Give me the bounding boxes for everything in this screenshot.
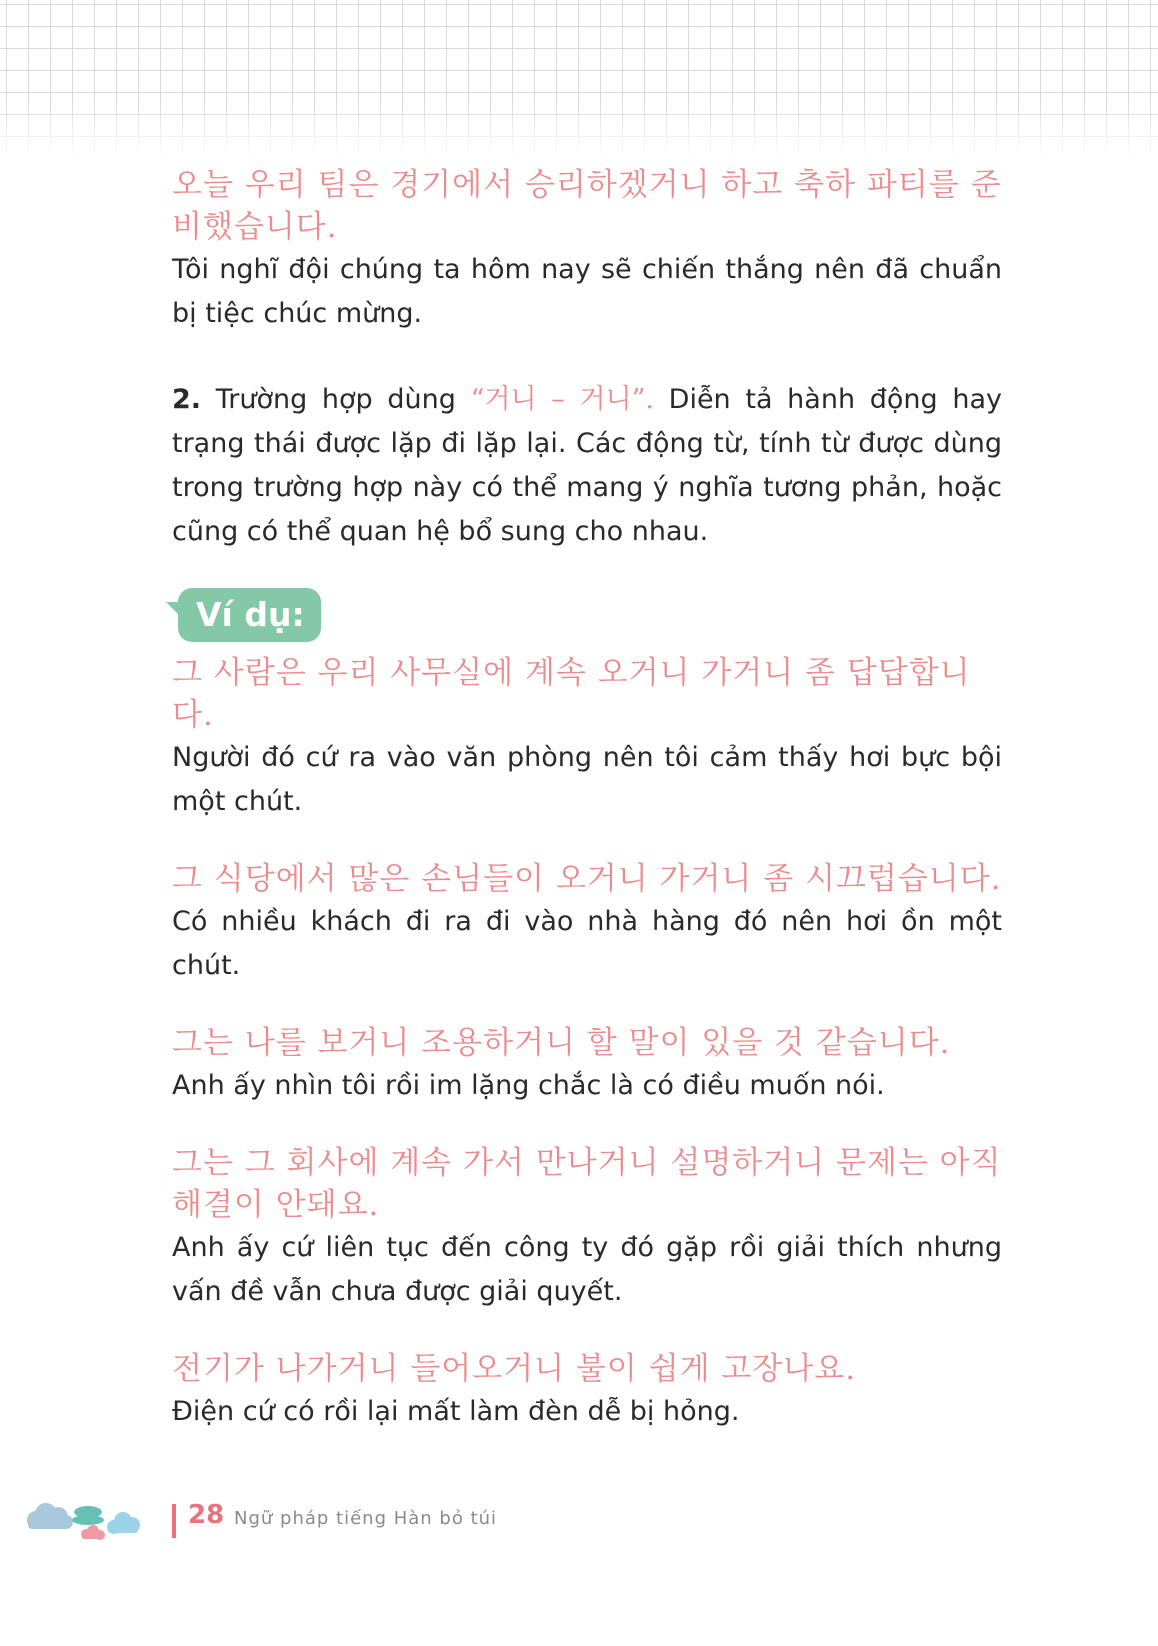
korean-sentence: 그 식당에서 많은 손님들이 오거니 가거니 좀 시끄럽습니다. — [172, 861, 1002, 897]
vietnamese-translation: Có nhiều khách đi ra đi vào nhà hàng đó nên hơi ồn một chút. — [172, 906, 1002, 981]
example-item — [172, 1348, 1002, 1434]
point-description: Diễn tả hành động hay trạng thái được lặp đi lặp lại. Các động từ, tính từ được dùng trong trường hợp này có thể mang ý nghĩa tương phản, hoặc cũng có thể quan hệ bổ sung cho nhau. — [172, 384, 1002, 547]
vietnamese-translation: Anh ấy cứ liên tục đến công ty đó gặp rồi giải thích nhưng vấn đề vẫn chưa được giải quyết. — [172, 1232, 1002, 1307]
page-content — [172, 164, 1002, 1434]
korean-sentence: 그는 나를 보거니 조용하거니 할 말이 있을 것 같습니다. — [172, 1025, 951, 1061]
example-list — [172, 652, 1002, 1434]
example-label-tag: Ví dụ: — [178, 588, 321, 642]
point-number: 2. — [172, 384, 202, 415]
example-item — [172, 858, 1002, 988]
example-item — [172, 1022, 1002, 1108]
point-lead: Trường hợp dùng — [215, 384, 456, 415]
example-item — [172, 652, 1002, 824]
korean-sentence: 오늘 우리 팀은 경기에서 승리하겠거니 하고 축하 파티를 준비했습니다. — [172, 167, 1002, 245]
vietnamese-translation: Anh ấy nhìn tôi rồi im lặng chắc là có điều muốn nói. — [172, 1070, 885, 1101]
korean-sentence: 전기가 나가거니 들어오거니 불이 쉽게 고장나요. — [172, 1351, 857, 1387]
grammar-point-2 — [172, 378, 1002, 554]
vietnamese-translation: Tôi nghĩ đội chúng ta hôm nay sẽ chiến thắng nên đã chuẩn bị tiệc chúc mừng. — [172, 254, 1002, 329]
example-item — [172, 1142, 1002, 1314]
clouds-icon — [22, 1494, 152, 1554]
korean-sentence: 그는 그 회사에 계속 가서 만나거니 설명하거니 문제는 아직 해결이 안돼요. — [172, 1145, 1002, 1223]
vietnamese-translation: Người đó cứ ra vào văn phòng nên tôi cảm thấy hơi bực bội một chút. — [172, 742, 1002, 817]
book-title: Ngữ pháp tiếng Hàn bỏ túi — [234, 1508, 498, 1529]
korean-sentence: 그 사람은 우리 사무실에 계속 오거니 가거니 좀 답답합니다. — [172, 655, 971, 733]
point-pattern: “거니 – 거니”. — [470, 384, 654, 415]
page-footer — [22, 1494, 722, 1554]
footer-divider — [172, 1504, 176, 1538]
page-number: 28 — [188, 1500, 225, 1530]
vietnamese-translation: Điện cứ có rồi lại mất làm đèn dễ bị hỏng. — [172, 1396, 740, 1427]
grid-header-decoration — [0, 0, 1158, 160]
